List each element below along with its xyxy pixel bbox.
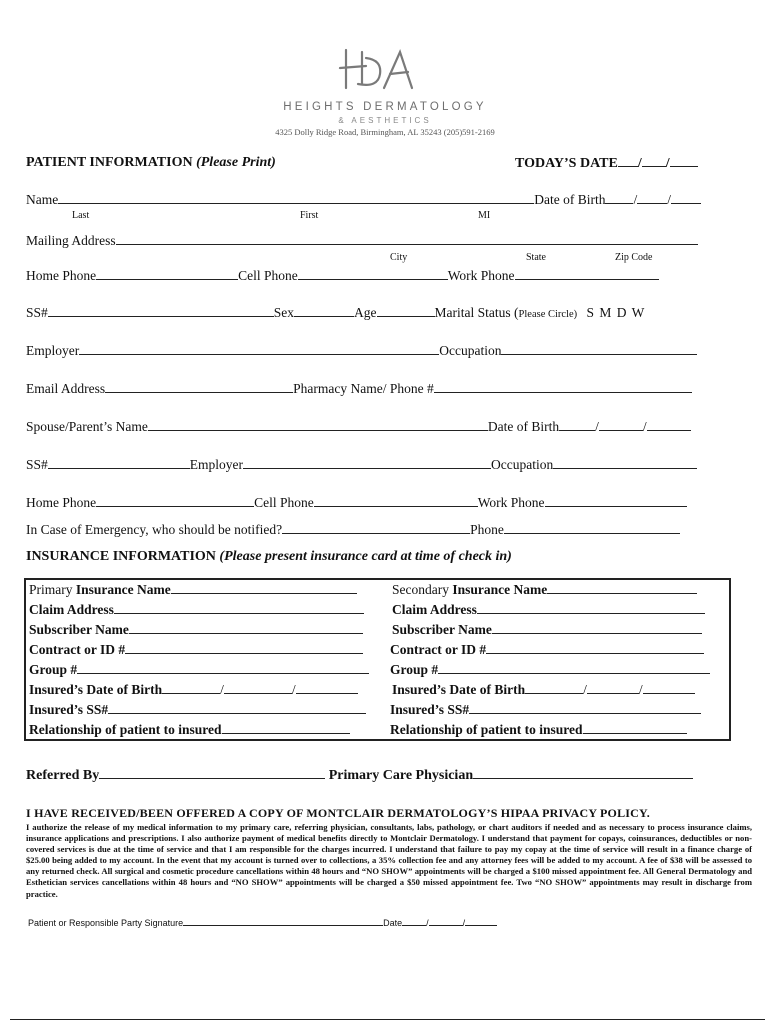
city-caption: City xyxy=(390,252,408,263)
spouse-ss-row xyxy=(26,457,726,473)
primary-insured-dob-day[interactable] xyxy=(224,682,292,694)
primary-group-label: Group # xyxy=(29,662,78,677)
emergency-row xyxy=(26,522,726,538)
primary-insured-dob-row: Insured’s Date of Birth / / xyxy=(29,682,358,698)
brand-name: HEIGHTS DERMATOLOGY xyxy=(283,101,487,113)
employer-label: Employer xyxy=(26,343,80,358)
secondary-insured-dob-label: Insured’s Date of Birth xyxy=(392,682,526,697)
secondary-contract-label: Contract or ID # xyxy=(390,642,487,657)
todays-date-label: TODAY’S DATE xyxy=(515,156,618,171)
bottom-divider xyxy=(10,1019,765,1020)
age-field[interactable] xyxy=(377,305,435,317)
primary-subscriber-row xyxy=(29,622,363,638)
pcp-field[interactable] xyxy=(473,767,693,779)
email-field[interactable] xyxy=(105,381,293,393)
home-phone-label: Home Phone xyxy=(26,268,97,283)
last-name-caption: Last xyxy=(72,210,90,221)
secondary-group-row xyxy=(390,662,710,678)
primary-insurance-name-field[interactable] xyxy=(171,582,357,594)
pcp-label: Primary Care Physician xyxy=(328,768,474,783)
dob-label: Date of Birth xyxy=(534,192,606,207)
signature-date-day[interactable] xyxy=(429,917,463,926)
primary-insured-dob-year[interactable] xyxy=(296,682,358,694)
state-caption: State xyxy=(526,252,546,263)
spouse-cell-phone-label: Cell Phone xyxy=(254,495,314,510)
pharmacy-field[interactable] xyxy=(434,381,692,393)
primary-insured-dob-month[interactable] xyxy=(162,682,220,694)
secondary-subscriber-row xyxy=(392,622,702,638)
spouse-dob-day-field[interactable] xyxy=(599,419,643,431)
primary-subscriber-field[interactable] xyxy=(129,622,363,634)
email-row xyxy=(26,381,726,397)
name-field[interactable] xyxy=(58,192,534,204)
secondary-relationship-field[interactable] xyxy=(583,722,687,734)
mailing-row xyxy=(26,233,726,249)
secondary-contract-field[interactable] xyxy=(486,642,704,654)
mailing-address-field[interactable] xyxy=(116,233,698,245)
secondary-insurance-name-field[interactable] xyxy=(547,582,697,594)
email-label: Email Address xyxy=(26,381,106,396)
primary-prefix: Primary xyxy=(29,582,73,597)
primary-subscriber-label: Subscriber Name xyxy=(29,622,129,637)
first-name-caption: First xyxy=(300,210,319,221)
home-phone-field[interactable] xyxy=(96,268,238,280)
employer-row xyxy=(26,343,726,359)
secondary-contract-row xyxy=(390,642,704,658)
spouse-dob-year-field[interactable] xyxy=(647,419,691,431)
spouse-home-phone-label: Home Phone xyxy=(26,495,97,510)
secondary-group-field[interactable] xyxy=(438,662,710,674)
occupation-field[interactable] xyxy=(501,343,697,355)
primary-relationship-field[interactable] xyxy=(222,722,350,734)
ss-field[interactable] xyxy=(48,305,274,317)
ss-row xyxy=(26,305,726,321)
heights-dermatology-logo-icon xyxy=(318,44,438,96)
employer-field[interactable] xyxy=(79,343,439,355)
insurance-title: INSURANCE INFORMATION xyxy=(26,549,216,564)
primary-insured-dob-label: Insured’s Date of Birth xyxy=(29,682,163,697)
primary-group-row xyxy=(29,662,369,678)
patient-info-note: (Please Print) xyxy=(196,155,276,170)
spouse-dob-label: Date of Birth xyxy=(487,419,560,434)
spouse-ss-field[interactable] xyxy=(48,457,190,469)
primary-claim-address-row xyxy=(29,602,364,618)
referred-by-field[interactable] xyxy=(99,767,325,779)
ss-label: SS# xyxy=(26,305,48,320)
name-label: Name xyxy=(26,192,59,207)
spouse-occupation-field[interactable] xyxy=(553,457,697,469)
secondary-relationship-label: Relationship of patient to insured xyxy=(390,722,583,737)
emergency-contact-field[interactable] xyxy=(282,522,470,534)
marital-label: Marital Status ( xyxy=(434,305,519,320)
hipaa-authorization-text: I authorize the release of my medical information to my primary care, referring physician, consultants, labs, pathology, or chart auditors if needed and as necessary to process insurance claims, insurance applications and prescriptions. I also authorize payment of medical benefits directly to Montclair Dermatology. I understand that payment for copays, coinsurances, deductibles or non-covered services is due at the time of service and that I am responsible for the charges incurred. I understand that failure to pay my copay at the time of service will result in a finance charge of $25.00 being added to my account. In the event that my account is turned over to collections, a 35% collection fee and any attorney fees will be added to my account. A fee of $38 will be assessed to any returned check. All surgical and cosmetic procedure cancellations within 48 hours and “NO SHOW” appointments will be charged a $100 missed appointment fee. All General Dermatology and Esthetician services cancellations within 48 hours and “NO SHOW” appointments will be charged a $50 missed appointment fee. Two “NO SHOW” appointments may result in discharge from practice. xyxy=(26,822,752,899)
primary-contract-field[interactable] xyxy=(125,642,363,654)
work-phone-field[interactable] xyxy=(515,268,659,280)
cell-phone-label: Cell Phone xyxy=(238,268,298,283)
work-phone-label: Work Phone xyxy=(447,268,515,283)
primary-group-field[interactable] xyxy=(77,662,369,674)
secondary-claim-address-field[interactable] xyxy=(477,602,705,614)
hipaa-heading: I HAVE RECEIVED/BEEN OFFERED A COPY OF MONTCLAIR DERMATOLOGY’S HIPAA PRIVACY POLICY. xyxy=(26,806,650,820)
emergency-label: In Case of Emergency, who should be notified? xyxy=(26,522,283,537)
spouse-ss-label: SS# xyxy=(26,457,48,472)
secondary-insured-dob-month[interactable] xyxy=(525,682,583,694)
signature-label: Patient or Responsible Party Signature xyxy=(28,918,184,928)
signature-date-month[interactable] xyxy=(402,917,426,926)
spouse-employer-label: Employer xyxy=(189,457,244,472)
secondary-claim-address-label: Claim Address xyxy=(392,602,477,617)
age-label: Age xyxy=(354,305,377,320)
primary-insured-ss-label: Insured’s SS# xyxy=(29,702,109,717)
patient-info-title: PATIENT INFORMATION xyxy=(26,155,193,170)
secondary-subscriber-label: Subscriber Name xyxy=(392,622,492,637)
spouse-dob-month-field[interactable] xyxy=(559,419,595,431)
spouse-occupation-label: Occupation xyxy=(491,457,554,472)
secondary-group-label: Group # xyxy=(390,662,439,677)
primary-claim-address-label: Claim Address xyxy=(29,602,114,617)
spouse-cell-phone-field[interactable] xyxy=(314,495,478,507)
mi-caption: MI xyxy=(478,210,491,221)
referred-by-label: Referred By xyxy=(26,768,100,783)
marital-options[interactable]: S M D W xyxy=(586,305,646,320)
secondary-relationship-row xyxy=(390,722,687,738)
signature-date-year[interactable] xyxy=(465,917,497,926)
referral-row xyxy=(26,767,693,784)
primary-claim-address-field[interactable] xyxy=(114,602,364,614)
please-circle-note: Please Circle) xyxy=(518,309,578,320)
secondary-insurance-name-label: Insurance Name xyxy=(452,582,548,597)
mailing-label: Mailing Address xyxy=(26,233,116,248)
dob-month-field[interactable] xyxy=(605,192,633,204)
secondary-insured-dob-year[interactable] xyxy=(643,682,695,694)
primary-contract-row xyxy=(29,642,363,658)
spouse-home-phone-field[interactable] xyxy=(96,495,254,507)
spouse-label: Spouse/Parent’s Name xyxy=(26,419,148,434)
primary-relationship-row xyxy=(29,722,350,738)
spouse-employer-field[interactable] xyxy=(243,457,491,469)
dob-day-field[interactable] xyxy=(637,192,667,204)
signature-date-label: Date xyxy=(383,918,403,928)
secondary-insured-dob-day[interactable] xyxy=(587,682,639,694)
secondary-insured-ss-label: Insured’s SS# xyxy=(390,702,470,717)
dob-year-field[interactable] xyxy=(671,192,701,204)
brand-subtitle: & AESTHETICS xyxy=(338,116,432,125)
primary-insurance-name-label: Insurance Name xyxy=(75,582,171,597)
secondary-insurance-name-row xyxy=(392,582,697,598)
secondary-claim-address-row xyxy=(392,602,705,618)
spouse-row: Spouse/Parent’s Name Date of Birth / / xyxy=(26,419,726,435)
name-row: Name Date of Birth / / xyxy=(26,192,726,208)
spouse-work-phone-label: Work Phone xyxy=(477,495,545,510)
cell-phone-field[interactable] xyxy=(298,268,448,280)
occupation-label: Occupation xyxy=(439,343,502,358)
primary-relationship-label: Relationship of patient to insured xyxy=(29,722,222,737)
spouse-name-field[interactable] xyxy=(148,419,488,431)
zip-caption: Zip Code xyxy=(615,252,653,263)
emergency-phone-field[interactable] xyxy=(504,522,680,534)
spouse-work-phone-field[interactable] xyxy=(545,495,687,507)
secondary-subscriber-field[interactable] xyxy=(492,622,702,634)
sex-field[interactable] xyxy=(294,305,354,317)
phones-row xyxy=(26,268,726,284)
spouse-phones-row xyxy=(26,495,726,511)
primary-insured-ss-field[interactable] xyxy=(108,702,366,714)
practice-address: 4325 Dolly Ridge Road, Birmingham, AL 35243 (205)591-2169 xyxy=(275,127,495,137)
secondary-insured-dob-row: Insured’s Date of Birth / / xyxy=(392,682,695,698)
primary-insurance-name-row xyxy=(29,582,357,598)
secondary-insured-ss-field[interactable] xyxy=(469,702,701,714)
secondary-prefix: Secondary xyxy=(392,582,449,597)
patient-info-heading xyxy=(26,155,276,171)
secondary-insured-ss-row xyxy=(390,702,701,718)
primary-contract-label: Contract or ID # xyxy=(29,642,126,657)
insurance-note: (Please present insurance card at time of check in) xyxy=(219,549,512,564)
pharmacy-label: Pharmacy Name/ Phone # xyxy=(293,381,434,396)
signature-field[interactable] xyxy=(183,917,383,926)
sex-label: Sex xyxy=(273,305,295,320)
insurance-heading xyxy=(26,549,512,565)
emergency-phone-label: Phone xyxy=(470,522,504,537)
signature-row: Patient or Responsible Party Signature Date / / xyxy=(28,917,497,928)
todays-date-field[interactable]: TODAY’S DATE / / xyxy=(515,155,698,172)
primary-insured-ss-row xyxy=(29,702,366,718)
